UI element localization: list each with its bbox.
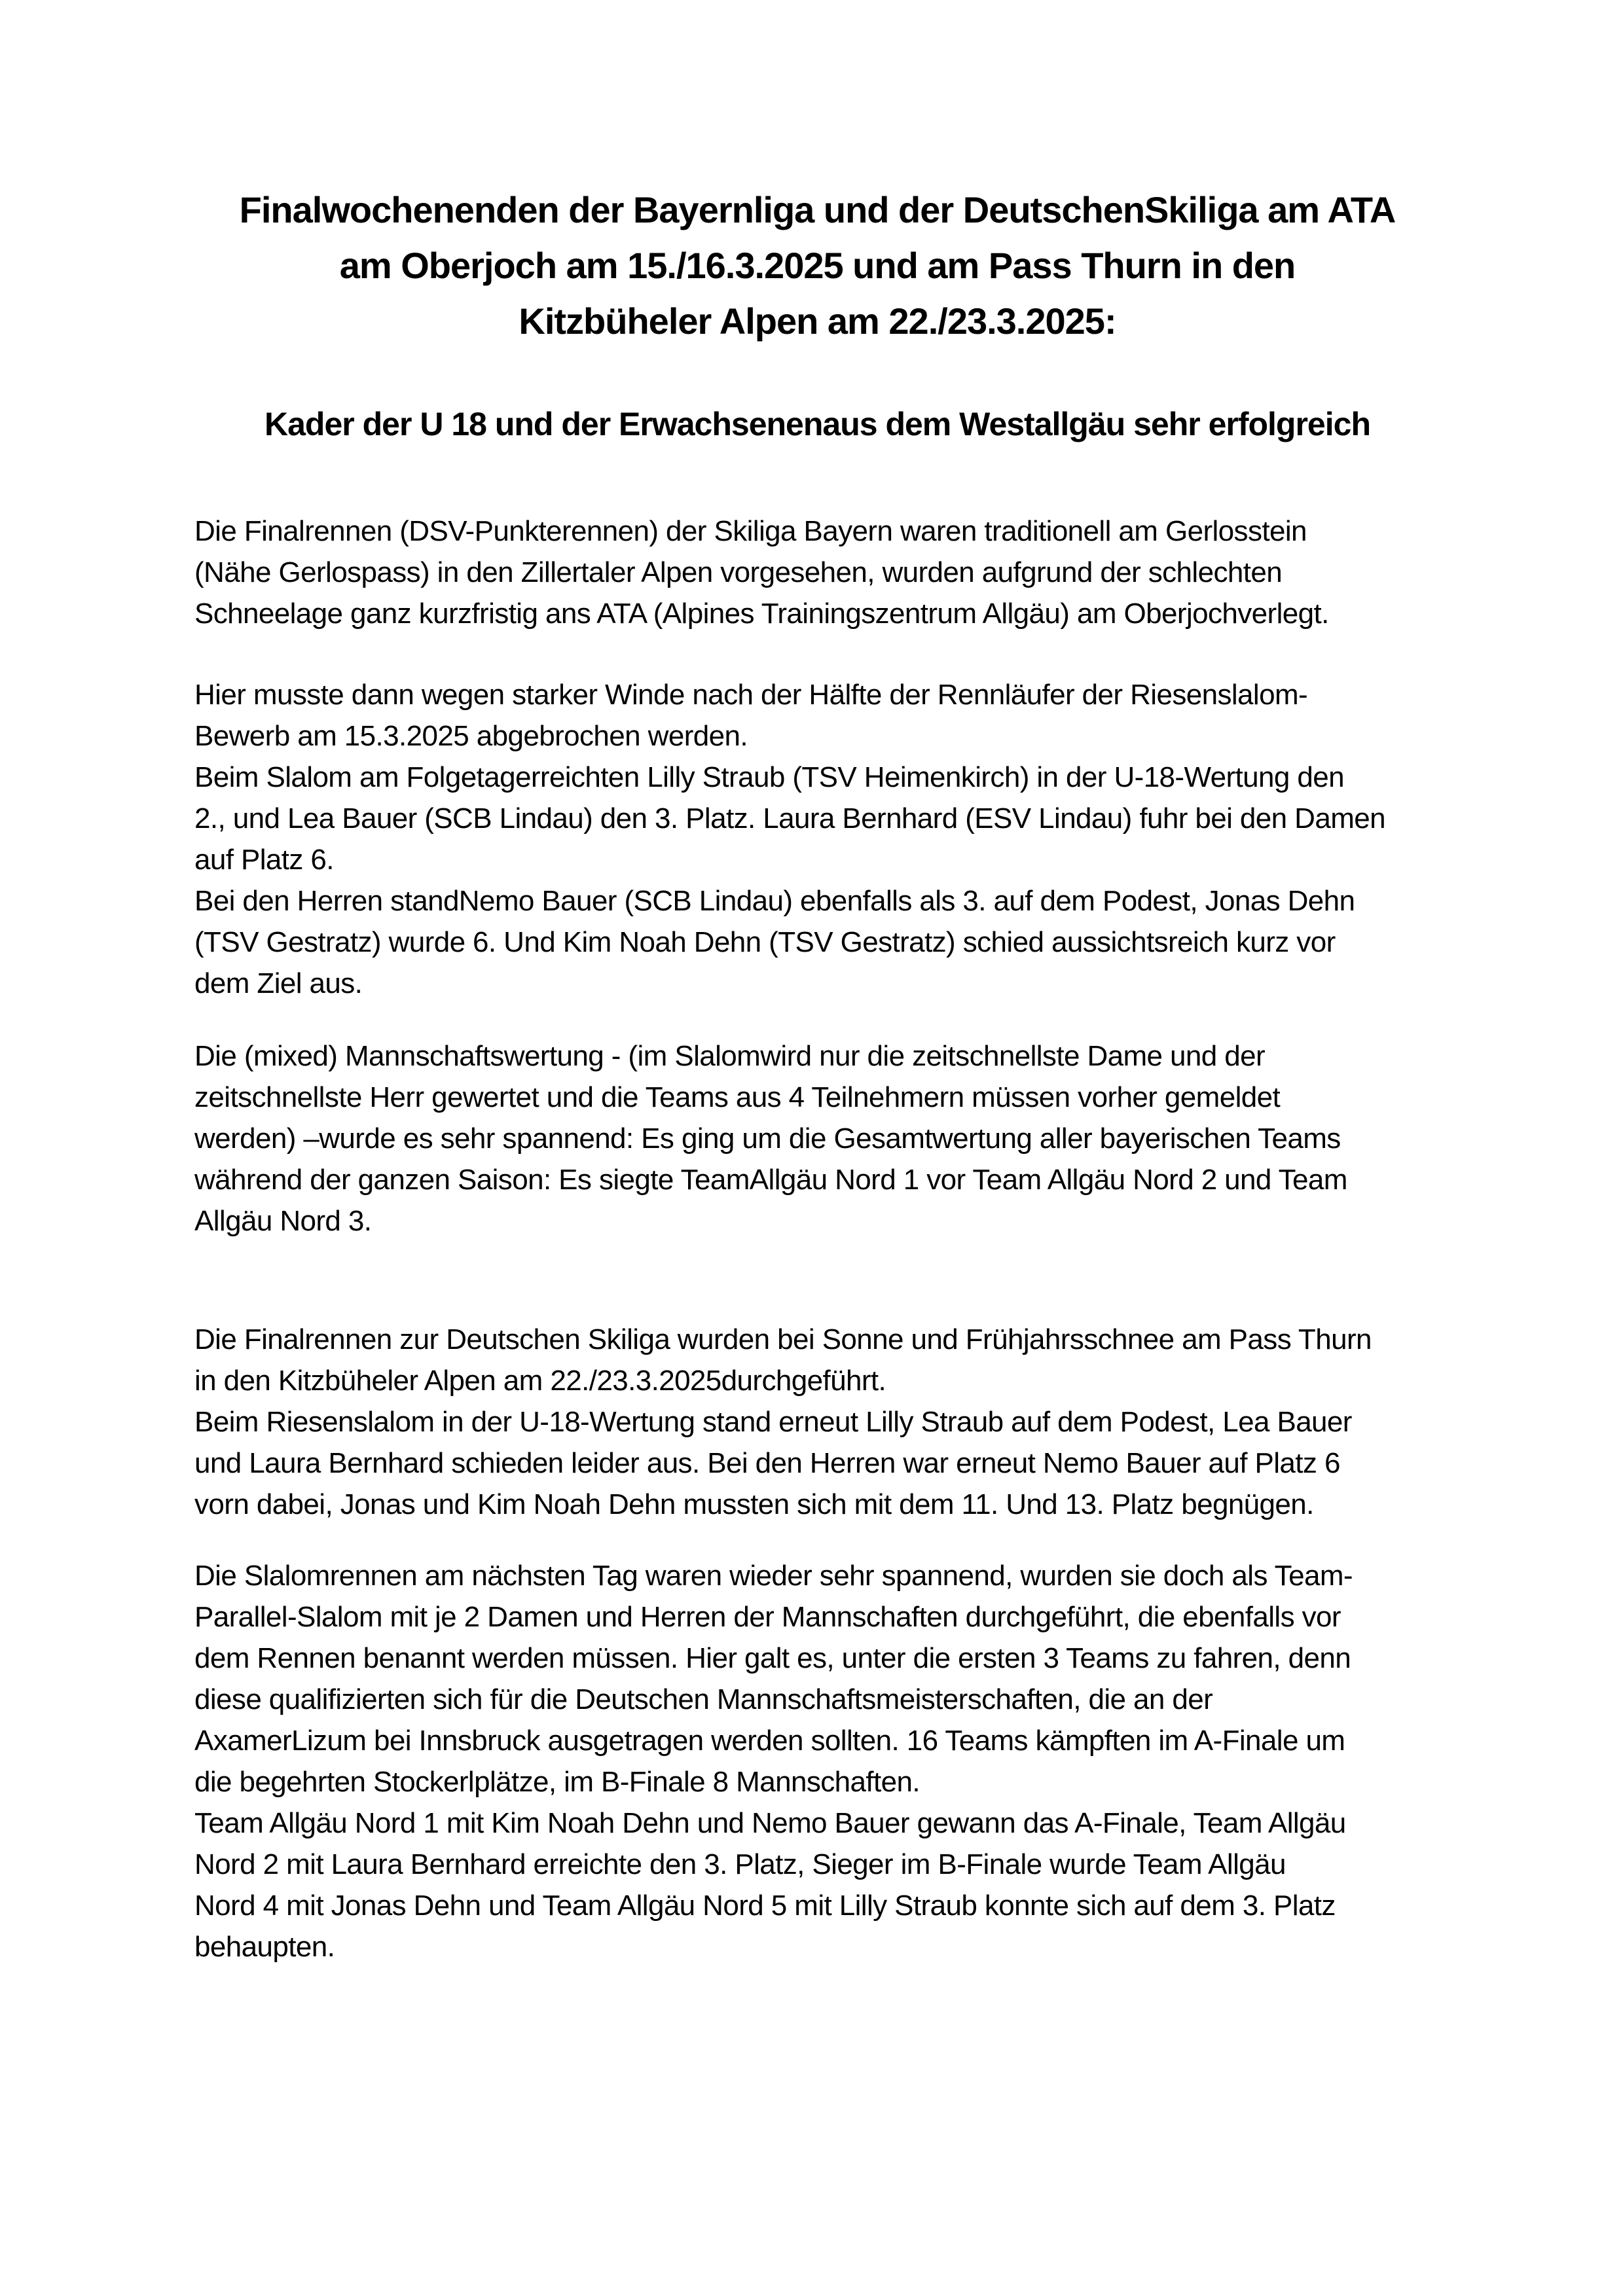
text-line: Die (mixed) Mannschaftswertung - (im Slalomwird nur die zeitschnellste Dame und der bbox=[194, 1040, 1266, 1072]
text-line: Schneelage ganz kurzfristig ans ATA (Alpines Trainingszentrum Allgäu) am Oberjochverlegt. bbox=[194, 598, 1329, 630]
paragraph-bayernliga-results bbox=[194, 674, 1478, 1004]
text-line: (Nähe Gerlospass) in den Zillertaler Alpen vorgesehen, wurden aufgrund der schlechten bbox=[194, 556, 1283, 588]
text-line: dem Rennen benannt werden müssen. Hier galt es, unter die ersten 3 Teams zu fahren, denn bbox=[194, 1642, 1351, 1674]
text-line: werden) –wurde es sehr spannend: Es ging um die Gesamtwertung aller bayerischen Teams bbox=[194, 1122, 1341, 1155]
text-line: Die Finalrennen zur Deutschen Skiliga wurden bei Sonne und Frühjahrsschnee am Pass Thurn bbox=[194, 1323, 1372, 1355]
text-line: in den Kitzbüheler Alpen am 22./23.3.2025durchgeführt. bbox=[194, 1365, 886, 1397]
text-line: Bewerb am 15.3.2025 abgebrochen werden. bbox=[194, 720, 748, 752]
paragraph-venue-change bbox=[194, 511, 1478, 634]
title-line: Kitzbüheler Alpen am 22./23.3.2025: bbox=[519, 300, 1116, 342]
text-line: Die Finalrennen (DSV-Punkterennen) der Skiliga Bayern waren traditionell am Gerlosstein bbox=[194, 515, 1307, 547]
paragraph-deutsche-skiliga bbox=[194, 1319, 1478, 1525]
text-line: und Laura Bernhard schieden leider aus. Bei den Herren war erneut Nemo Bauer auf Platz 6 bbox=[194, 1447, 1340, 1479]
text-line: auf Platz 6. bbox=[194, 844, 334, 876]
text-line: behaupten. bbox=[194, 1931, 335, 1963]
document-title bbox=[194, 182, 1440, 349]
text-line: Hier musste dann wegen starker Winde nach der Hälfte der Rennläufer der Riesenslalom- bbox=[194, 679, 1308, 711]
text-line: dem Ziel aus. bbox=[194, 967, 363, 999]
text-line: Team Allgäu Nord 1 mit Kim Noah Dehn und Nemo Bauer gewann das A-Finale, Team Allgäu bbox=[194, 1807, 1346, 1839]
text-line: Nord 2 mit Laura Bernhard erreichte den 3. Platz, Sieger im B-Finale wurde Team Allgäu bbox=[194, 1848, 1286, 1880]
paragraph-team-standings bbox=[194, 1035, 1478, 1242]
paragraph-parallel-slalom bbox=[194, 1555, 1478, 1967]
text-line: Bei den Herren standNemo Bauer (SCB Lindau) ebenfalls als 3. auf dem Podest, Jonas Dehn bbox=[194, 885, 1355, 917]
text-line: Beim Slalom am Folgetagerreichten Lilly Straub (TSV Heimenkirch) in der U-18-Wertung den bbox=[194, 761, 1345, 793]
text-line: (TSV Gestratz) wurde 6. Und Kim Noah Dehn (TSV Gestratz) schied aussichtsreich kurz vor bbox=[194, 926, 1336, 958]
text-line: Parallel-Slalom mit je 2 Damen und Herren der Mannschaften durchgeführt, die ebenfalls vor bbox=[194, 1601, 1341, 1633]
title-line: am Oberjoch am 15./16.3.2025 und am Pass Thurn in den bbox=[339, 245, 1296, 286]
text-line: Nord 4 mit Jonas Dehn und Team Allgäu Nord 5 mit Lilly Straub konnte sich auf dem 3. Platz bbox=[194, 1890, 1336, 1922]
text-line: während der ganzen Saison: Es siegte TeamAllgäu Nord 1 vor Team Allgäu Nord 2 und Team bbox=[194, 1164, 1347, 1196]
text-line: diese qualifizierten sich für die Deutschen Mannschaftsmeisterschaften, die an der bbox=[194, 1683, 1213, 1715]
text-line: vorn dabei, Jonas und Kim Noah Dehn mussten sich mit dem 11. Und 13. Platz begnügen. bbox=[194, 1488, 1314, 1520]
text-line: 2., und Lea Bauer (SCB Lindau) den 3. Platz. Laura Bernhard (ESV Lindau) fuhr bei den Damen bbox=[194, 802, 1386, 834]
text-line: zeitschnellste Herr gewertet und die Teams aus 4 Teilnehmern müssen vorher gemeldet bbox=[194, 1081, 1281, 1113]
document-subtitle: Kader der U 18 und der Erwachsenenaus dem Westallgäu sehr erfolgreich bbox=[264, 406, 1370, 442]
text-line: Allgäu Nord 3. bbox=[194, 1205, 372, 1237]
text-line: Die Slalomrennen am nächsten Tag waren wieder sehr spannend, wurden sie doch als Team- bbox=[194, 1560, 1353, 1592]
text-line: Beim Riesenslalom in der U-18-Wertung stand erneut Lilly Straub auf dem Podest, Lea Bauer bbox=[194, 1406, 1352, 1438]
title-line: Finalwochenenden der Bayernliga und der DeutschenSkiliga am ATA bbox=[239, 189, 1396, 230]
document-body bbox=[194, 511, 1478, 1967]
text-line: die begehrten Stockerlplätze, im B-Finale 8 Mannschaften. bbox=[194, 1766, 920, 1798]
text-line: AxamerLizum bei Innsbruck ausgetragen werden sollten. 16 Teams kämpften im A-Finale um bbox=[194, 1725, 1345, 1757]
